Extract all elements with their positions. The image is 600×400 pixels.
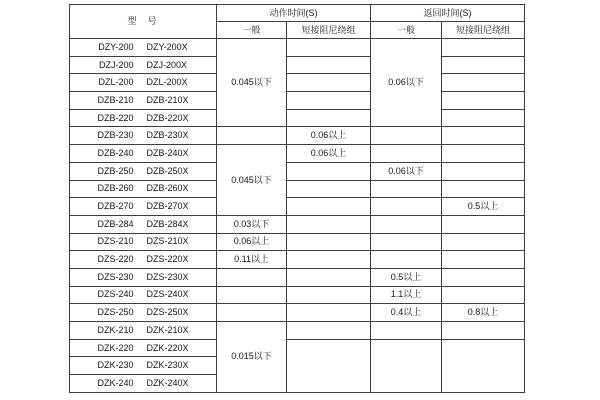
table-row (70, 92, 525, 110)
table-row (70, 39, 525, 57)
cell-action-damping (287, 268, 371, 286)
cell-action-general: 0.015以下 (217, 322, 287, 393)
model-cell (70, 322, 217, 340)
model-name: DZS-230 (97, 271, 134, 282)
cell-return-general (371, 180, 442, 198)
cell-return-general: 0.06以下 (371, 39, 442, 127)
table-row (70, 304, 525, 322)
model-name: DZB-220 (97, 112, 134, 123)
model-name: DZJ-200 (98, 59, 134, 70)
cell-return-damping (442, 322, 525, 340)
cell-return-general (371, 215, 442, 233)
model-name-x: DZY-200X (146, 41, 188, 52)
table-row (70, 322, 525, 340)
cell-return-damping (442, 92, 525, 110)
table-row (70, 215, 525, 233)
cell-return-damping (442, 268, 525, 286)
table-row (70, 251, 525, 269)
cell-action-damping (287, 56, 371, 74)
cell-return-general (371, 198, 442, 216)
cell-return-general (371, 145, 442, 163)
model-name-x: DZB-250X (146, 165, 189, 176)
model-cell (70, 127, 217, 145)
table-row (70, 127, 525, 145)
model-cell (70, 92, 217, 110)
model-name: DZS-250 (97, 307, 134, 318)
cell-return-damping (442, 109, 525, 127)
model-name-x: DZS-240X (146, 289, 189, 300)
table-row (70, 233, 525, 251)
table-row (70, 162, 525, 180)
cell-return-damping (442, 74, 525, 92)
model-name-x: DZS-220X (146, 254, 189, 265)
cell-return-damping (442, 233, 525, 251)
model-name: DZS-210 (97, 236, 134, 247)
table-row (70, 56, 525, 74)
cell-action-general: 0.06以上 (217, 233, 287, 251)
table-row (70, 109, 525, 127)
model-name-x: DZB-230X (146, 130, 189, 141)
cell-action-damping (287, 215, 371, 233)
table-row (70, 198, 525, 216)
cell-return-damping: 0.5以上 (442, 198, 525, 216)
cell-action-damping (287, 322, 371, 340)
header-model: 型 号 (70, 5, 217, 39)
cell-return-general: 1.1以上 (371, 286, 442, 304)
cell-action-damping (287, 286, 371, 304)
model-name-x: DZB-260X (146, 183, 189, 194)
model-cell (70, 339, 217, 357)
cell-return-general (371, 339, 442, 392)
cell-return-general: 0.5以上 (371, 268, 442, 286)
model-name-x: DZB-220X (146, 112, 189, 123)
model-name: DZK-240 (97, 377, 134, 388)
model-name-x: DZS-230X (146, 271, 189, 282)
model-name-x: DZJ-200X (146, 59, 188, 70)
cell-action-general: 0.11以上 (217, 251, 287, 269)
cell-action-damping (287, 39, 371, 57)
cell-action-damping: 0.06以上 (287, 127, 371, 145)
model-name: DZB-240 (97, 147, 134, 158)
model-name: DZS-240 (97, 289, 134, 300)
header-return-general: 一般 (371, 22, 442, 39)
model-name: DZB-260 (97, 183, 134, 194)
cell-return-general (371, 322, 442, 340)
cell-return-general (371, 127, 442, 145)
cell-action-damping (287, 198, 371, 216)
table-row (70, 268, 525, 286)
model-cell (70, 375, 217, 393)
cell-return-damping (442, 127, 525, 145)
model-name: DZL-200 (98, 77, 134, 88)
cell-return-damping (442, 162, 525, 180)
cell-return-damping (442, 56, 525, 74)
cell-return-damping (442, 180, 525, 198)
cell-action-damping (287, 92, 371, 110)
cell-action-general: 0.03以下 (217, 215, 287, 233)
cell-return-damping (442, 145, 525, 163)
cell-action-damping (287, 162, 371, 180)
model-cell (70, 39, 217, 57)
cell-action-damping (287, 74, 371, 92)
model-cell (70, 286, 217, 304)
header-action-damping: 短接阻尼绕组 (287, 22, 371, 39)
cell-action-damping (287, 304, 371, 322)
cell-return-general: 0.06以下 (371, 162, 442, 180)
model-name: DZK-230 (97, 360, 134, 371)
cell-action-general (217, 268, 287, 286)
model-name: DZK-220 (97, 342, 134, 353)
model-cell (70, 233, 217, 251)
model-name-x: DZS-210X (146, 236, 189, 247)
model-cell (70, 198, 217, 216)
model-name-x: DZK-210X (146, 324, 189, 335)
model-cell (70, 304, 217, 322)
model-name: DZK-210 (97, 324, 134, 335)
model-name: DZB-284 (97, 218, 134, 229)
cell-action-damping (287, 180, 371, 198)
model-name-x: DZL-200X (146, 77, 188, 88)
model-name-x: DZB-240X (146, 147, 189, 158)
model-name: DZS-220 (97, 254, 134, 265)
cell-action-damping (287, 251, 371, 269)
model-name: DZB-230 (97, 130, 134, 141)
cell-action-general (217, 127, 287, 145)
cell-return-damping (442, 215, 525, 233)
model-cell (70, 215, 217, 233)
model-cell (70, 74, 217, 92)
model-name: DZB-250 (97, 165, 134, 176)
cell-action-damping (287, 339, 371, 392)
model-cell (70, 251, 217, 269)
cell-return-general (371, 251, 442, 269)
cell-action-damping (287, 233, 371, 251)
model-cell (70, 180, 217, 198)
model-name: DZB-210 (97, 94, 134, 105)
model-name-x: DZB-270X (146, 201, 189, 212)
model-name-x: DZK-220X (146, 342, 189, 353)
cell-action-general: 0.045以下 (217, 39, 287, 127)
cell-action-general (217, 304, 287, 322)
table-row (70, 145, 525, 163)
model-name: DZY-200 (98, 41, 134, 52)
cell-action-general: 0.045以下 (217, 145, 287, 216)
header-return-time: 返回时间(S) (371, 5, 525, 22)
relay-timing-spec-table (69, 4, 525, 393)
model-cell (70, 357, 217, 375)
cell-action-general (217, 286, 287, 304)
header-action-general: 一般 (217, 22, 287, 39)
model-cell (70, 56, 217, 74)
model-cell (70, 268, 217, 286)
model-name-x: DZS-250X (146, 307, 189, 318)
model-cell (70, 162, 217, 180)
cell-return-damping (442, 286, 525, 304)
model-cell (70, 145, 217, 163)
cell-return-damping: 0.8以上 (442, 304, 525, 322)
cell-return-damping (442, 339, 525, 392)
header-return-damping: 短接阻尼绕组 (442, 22, 525, 39)
cell-action-damping: 0.06以上 (287, 145, 371, 163)
model-name: DZB-270 (97, 201, 134, 212)
table-row (70, 339, 525, 357)
model-cell (70, 109, 217, 127)
model-name-x: DZK-230X (146, 360, 189, 371)
model-name-x: DZB-284X (146, 218, 189, 229)
table-row (70, 180, 525, 198)
model-name-x: DZK-240X (146, 377, 189, 388)
table-row (70, 74, 525, 92)
cell-return-damping (442, 251, 525, 269)
cell-return-general: 0.4以上 (371, 304, 442, 322)
cell-return-damping (442, 39, 525, 57)
cell-action-damping (287, 109, 371, 127)
model-name-x: DZB-210X (146, 94, 189, 105)
cell-return-general (371, 233, 442, 251)
header-action-time: 动作时间(S) (217, 5, 371, 22)
table-row (70, 286, 525, 304)
